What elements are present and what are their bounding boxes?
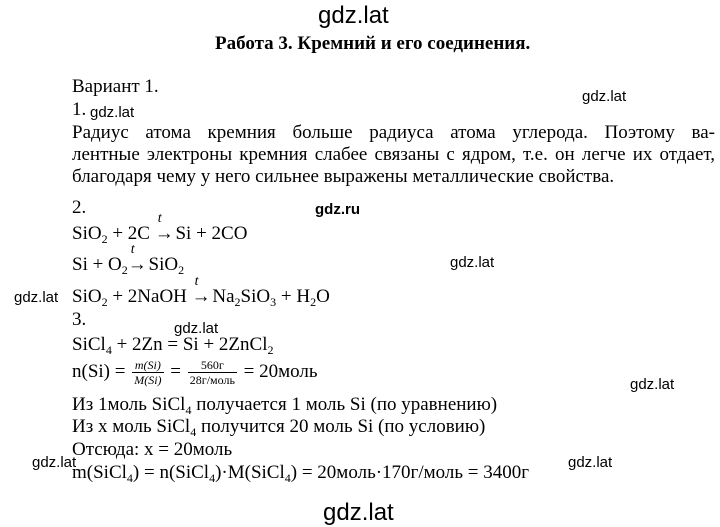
eq3-sub-3: 3 [270,295,277,309]
heat-label: t [194,274,199,289]
line-d-sub-3: 4 [284,471,291,485]
eq3-sub-1: 2 [101,295,108,309]
q3-equation [72,334,273,356]
eq2-product-sub: 2 [178,263,185,277]
eq1-sub: 2 [101,232,108,246]
line-a-sub: 4 [185,403,192,417]
q2-equation-2 [72,242,185,277]
watermark-bottom: gdz.lat [323,499,394,526]
line-b-start: Из x моль SiCl [72,416,191,437]
page-title: Работа 3. Кремний и его соединения. [215,33,531,54]
q3-eq-sub-1: 4 [105,343,112,357]
q1-line-1: Радиус атома кремния больше радиуса атома углерода. Поэтому ва- [72,122,715,143]
eq1-reagent: + 2C [107,223,155,244]
reaction-arrow-icon: t → [192,286,208,308]
watermark-left-mid: gdz.lat [14,289,59,306]
watermark-small-2: gdz.lat [174,320,219,337]
q3-line-c: Отсюда: x = 20моль [72,439,233,460]
watermark-right-bottom: gdz.lat [568,454,613,471]
line-d-part-1: m(SiCl [72,462,127,483]
fraction-numerator: 560г [188,358,237,373]
q3-line-a [72,394,497,416]
line-d-sub-2: 4 [209,471,216,485]
eq3-reagent: + 2NaOH [107,286,192,307]
eq3-reactant: SiO [72,286,102,307]
line-d-part-3: )·M(SiCl [215,462,285,483]
q2-equation-1 [72,211,248,246]
watermark-top: gdz.lat [318,2,389,29]
q3-eq-sub-2: 2 [267,343,274,357]
eq3-product-o: O [316,286,330,307]
fraction-denominator: M(Si) [134,373,162,387]
amount-result: = 20моль [238,360,318,382]
q3-line-b [72,416,485,438]
heat-label: t [157,211,162,226]
q1-number: 1. [72,99,87,120]
eq3-sub-2: 2 [234,295,241,309]
q3-line-d [72,462,529,484]
amount-lhs: n(Si) = [72,360,131,382]
line-d-part-4: ) = 20моль·170г/моль = 3400г [290,462,530,483]
reaction-arrow-icon: t → [155,223,171,245]
q2-number: 2. [72,197,87,218]
q1-answer [72,122,715,188]
eq2-reactants: Si + O [72,254,122,275]
eq3-product-na: Na [207,286,235,307]
fraction-denominator: 28г/моль [189,373,235,387]
variant-label: Вариант 1. [72,76,159,97]
q1-line-2: лентные электроны кремния слабее связаны с ядром, т.е. он легче их отдает, [72,144,715,165]
fraction-numerator: m(Si) [132,358,163,373]
watermark-left-bottom: gdz.lat [32,454,77,471]
watermark-right-2: gdz.lat [630,376,675,393]
eq2-product: SiO [143,254,179,275]
eq3-product-sio: SiO [240,286,271,307]
watermark-small-1: gdz.lat [90,104,135,121]
q3-eq-rest: + 2Zn = Si + 2ZnCl [111,334,268,355]
line-a-start: Из 1моль SiCl [72,394,186,415]
q1-line-3: благодаря чему у него сильнее выражены металлические свойства. [72,166,615,187]
line-d-part-2: ) = n(SiCl [132,462,210,483]
eq1-reactant: SiO [72,223,102,244]
eq1-products: Si + 2CO [170,223,248,244]
reaction-arrow-icon: t → [128,254,144,276]
heat-label: t [130,242,135,257]
line-d-sub-1: 4 [126,471,133,485]
q2-equation-3 [72,274,330,309]
fraction-values [188,358,237,387]
line-b-sub: 4 [190,425,197,439]
q3-number: 3. [72,309,87,330]
fraction-mass-over-molar [132,358,163,387]
line-a-end: получается 1 моль Si (по уравнению) [191,394,498,415]
watermark-right-1: gdz.lat [582,88,627,105]
eq3-product-h: + H [276,286,311,307]
eq3-sub-4: 2 [310,295,317,309]
equals-sign: = [165,360,186,382]
line-b-end: получится 20 моль Si (по условию) [196,416,486,437]
q3-eq-reactant: SiCl [72,334,106,355]
q3-amount-line [72,358,318,387]
eq2-sub: 2 [121,263,128,277]
watermark-mid-right: gdz.lat [450,254,495,271]
watermark-center-ru: gdz.ru [315,201,360,218]
